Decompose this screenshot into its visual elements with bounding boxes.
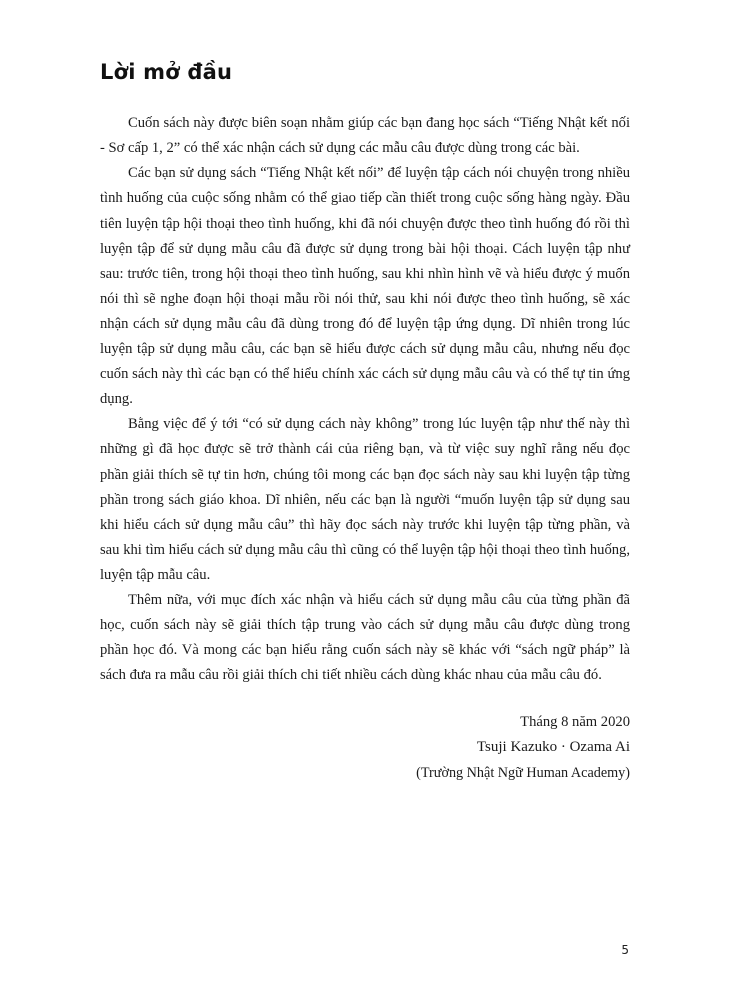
signature-date: Tháng 8 năm 2020 bbox=[520, 714, 630, 731]
page-content bbox=[100, 60, 630, 786]
paragraph: Bằng việc để ý tới “có sử dụng cách này không” trong lúc luyện tập như thế này thì những gì đã học được sẽ trở thành cái của riêng bạn, và từ việc suy nghĩ rằng nếu đọc phần giải thích sẽ tự tin hơn, chúng tôi mong các bạn đọc sách này sau khi luyện tập từng phần trong sách giáo khoa. Dĩ nhiên, nếu các bạn là người “muốn luyện tập sử dụng sau khi hiểu cách sử dụng mẫu câu” thì hãy đọc sách này trước khi luyện tập từng phần, và sau khi tìm hiểu cách sử dụng mẫu câu thì cũng có thể luyện tập hội thoại theo tình huống, luyện tập mẫu câu. bbox=[100, 416, 630, 583]
signature-block bbox=[100, 710, 630, 785]
paragraph: Cuốn sách này được biên soạn nhằm giúp các bạn đang học sách “Tiếng Nhật kết nối - Sơ cấp 1, 2” có thể xác nhận cách sử dụng các mẫu câu được dùng trong các bài. bbox=[100, 115, 630, 157]
page-number: 5 bbox=[621, 943, 629, 957]
body-text bbox=[100, 111, 630, 688]
paragraph: Các bạn sử dụng sách “Tiếng Nhật kết nối” để luyện tập cách nói chuyện trong nhiều tình huống của cuộc sống nhằm có thể giao tiếp cần thiết trong cuộc sống hàng ngày. Đầu tiên luyện tập hội thoại theo tình huống, khi đã nói chuyện được theo tình huống đó rồi thì luyện tập để sử dụng mẫu câu đã được sử dụng trong bài hội thoại. Cách luyện tập như sau: trước tiên, trong hội thoại theo tình huống, sau khi nhìn hình vẽ và hiểu được ý muốn nói thì sẽ nghe đoạn hội thoại mẫu rồi nói thử, sau khi nói được theo tình huống, sẽ xác nhận cách sử dụng mẫu câu đã dùng trong đó để luyện tập ứng dụng. Dĩ nhiên trong lúc luyện tập sử dụng mẫu câu, các bạn sẽ hiểu được cách sử dụng mẫu câu, nhưng nếu đọc cuốn sách này thì các bạn có thể hiểu chính xác cách sử dụng mẫu câu và có thể tự tin ứng dụng. bbox=[100, 165, 630, 408]
signature-organization: (Trường Nhật Ngữ Human Academy) bbox=[416, 765, 630, 782]
paragraph: Thêm nữa, với mục đích xác nhận và hiểu cách sử dụng mẫu câu của từng phần đã học, cuốn sách này sẽ giải thích tập trung vào cách sử dụng mẫu câu được dùng trong phần học đó. Và mong các bạn hiểu rằng cuốn sách này sẽ khác với “sách ngữ pháp” là sách đưa ra mẫu câu rồi giải thích chi tiết nhiều cách dùng khác nhau của mẫu câu đó. bbox=[100, 591, 630, 684]
page-title: Lời mở đầu bbox=[100, 60, 233, 84]
signature-authors: Tsuji Kazuko · Ozama Ai bbox=[476, 739, 630, 756]
